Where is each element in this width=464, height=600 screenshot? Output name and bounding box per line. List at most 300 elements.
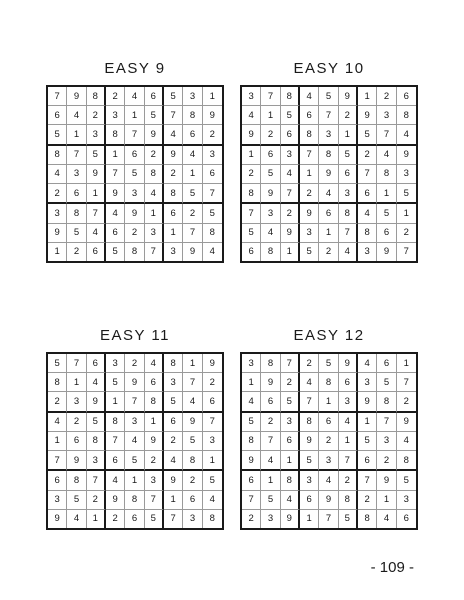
sudoku-cell: 3 xyxy=(281,146,300,165)
sudoku-cell: 3 xyxy=(300,224,319,243)
sudoku-cell: 4 xyxy=(242,392,261,412)
sudoku-cell: 3 xyxy=(339,392,358,412)
sudoku-cell: 9 xyxy=(87,392,106,412)
sudoku-cell: 3 xyxy=(87,125,106,145)
sudoku-cell: 9 xyxy=(183,243,202,261)
sudoku-cell: 7 xyxy=(281,184,300,204)
sudoku-cell: 4 xyxy=(183,392,202,412)
sudoku-cell: 2 xyxy=(242,510,261,528)
sudoku-cell: 3 xyxy=(164,243,183,261)
sudoku-cell: 9 xyxy=(125,373,144,392)
sudoku-cell: 5 xyxy=(67,491,86,510)
sudoku-cell: 4 xyxy=(106,204,125,223)
sudoku-cell: 1 xyxy=(339,432,358,451)
sudoku-cell: 5 xyxy=(261,491,280,510)
sudoku-cell: 3 xyxy=(397,165,416,184)
sudoku-cell: 7 xyxy=(48,451,67,471)
sudoku-grid xyxy=(46,352,224,530)
sudoku-cell: 7 xyxy=(281,354,300,373)
sudoku-cell: 5 xyxy=(125,165,144,184)
sudoku-cell: 4 xyxy=(377,510,396,528)
sudoku-cell: 5 xyxy=(145,510,164,528)
sudoku-cell: 6 xyxy=(339,373,358,392)
sudoku-cell: 1 xyxy=(125,471,144,490)
sudoku-cell: 4 xyxy=(261,224,280,243)
sudoku-cell: 8 xyxy=(125,243,144,261)
sudoku-cell: 3 xyxy=(261,204,280,223)
sudoku-cell: 8 xyxy=(164,184,183,204)
sudoku-cell: 7 xyxy=(339,224,358,243)
sudoku-cell: 3 xyxy=(183,87,202,106)
sudoku-cell: 1 xyxy=(87,510,106,528)
sudoku-cell: 2 xyxy=(281,373,300,392)
sudoku-cell: 9 xyxy=(242,125,261,145)
sudoku-cell: 5 xyxy=(377,204,396,223)
sudoku-cell: 2 xyxy=(48,184,67,204)
sudoku-cell: 2 xyxy=(300,354,319,373)
sudoku-cell: 5 xyxy=(106,373,125,392)
sudoku-cell: 3 xyxy=(397,491,416,510)
sudoku-cell: 8 xyxy=(67,471,86,490)
sudoku-cell: 5 xyxy=(319,87,338,106)
sudoku-cell: 9 xyxy=(261,184,280,204)
sudoku-cell: 3 xyxy=(48,491,67,510)
sudoku-cell: 6 xyxy=(358,451,377,471)
sudoku-cell: 1 xyxy=(203,87,222,106)
sudoku-cell: 8 xyxy=(87,87,106,106)
sudoku-cell: 1 xyxy=(183,165,202,184)
sudoku-cell: 5 xyxy=(281,106,300,125)
sudoku-cell: 9 xyxy=(106,491,125,510)
sudoku-cell: 9 xyxy=(125,204,144,223)
sudoku-cell: 1 xyxy=(300,165,319,184)
sudoku-cell: 8 xyxy=(48,146,67,165)
sudoku-cell: 6 xyxy=(87,354,106,373)
sudoku-cell: 5 xyxy=(261,165,280,184)
sudoku-cell: 2 xyxy=(164,165,183,184)
sudoku-cell: 4 xyxy=(397,125,416,145)
sudoku-cell: 8 xyxy=(145,165,164,184)
sudoku-cell: 5 xyxy=(242,413,261,432)
sudoku-cell: 5 xyxy=(145,106,164,125)
sudoku-cell: 5 xyxy=(87,146,106,165)
sudoku-cell: 1 xyxy=(48,243,67,261)
sudoku-cell: 3 xyxy=(106,106,125,125)
sudoku-cell: 2 xyxy=(358,491,377,510)
sudoku-cell: 5 xyxy=(48,354,67,373)
puzzle-title: EASY 11 xyxy=(100,327,170,344)
sudoku-cell: 2 xyxy=(106,510,125,528)
sudoku-cell: 5 xyxy=(87,413,106,432)
sudoku-cell: 4 xyxy=(377,146,396,165)
sudoku-cell: 2 xyxy=(261,413,280,432)
sudoku-cell: 1 xyxy=(397,204,416,223)
sudoku-cell: 1 xyxy=(319,392,338,412)
sudoku-cell: 4 xyxy=(358,204,377,223)
sudoku-cell: 1 xyxy=(87,184,106,204)
sudoku-cell: 8 xyxy=(261,354,280,373)
sudoku-cell: 7 xyxy=(203,413,222,432)
sudoku-cell: 5 xyxy=(339,510,358,528)
sudoku-cell: 6 xyxy=(164,413,183,432)
sudoku-puzzle xyxy=(46,326,224,530)
sudoku-cell: 2 xyxy=(48,392,67,412)
sudoku-cell: 8 xyxy=(281,471,300,490)
sudoku-cell: 6 xyxy=(403,513,409,525)
sudoku-cell: 8 xyxy=(106,125,125,145)
sudoku-cell: 6 xyxy=(67,432,86,451)
sudoku-cell: 6 xyxy=(183,491,202,510)
sudoku-cell: 3 xyxy=(358,373,377,392)
sudoku-cell: 6 xyxy=(339,165,358,184)
sudoku-cell: 6 xyxy=(242,471,261,490)
sudoku-cell: 5 xyxy=(319,354,338,373)
sudoku-cell: 9 xyxy=(300,204,319,223)
sudoku-cell: 4 xyxy=(164,451,183,471)
sudoku-cell: 1 xyxy=(67,125,86,145)
sudoku-cell: 3 xyxy=(106,354,125,373)
sudoku-cell: 1 xyxy=(183,354,202,373)
sudoku-cell: 9 xyxy=(319,165,338,184)
sudoku-cell: 6 xyxy=(87,243,106,261)
sudoku-cell: 2 xyxy=(87,491,106,510)
sudoku-cell: 8 xyxy=(261,243,280,261)
sudoku-cell: 5 xyxy=(203,471,222,490)
sudoku-cell: 7 xyxy=(125,125,144,145)
sudoku-cell: 7 xyxy=(203,184,222,204)
sudoku-cell: 5 xyxy=(358,125,377,145)
sudoku-cell: 7 xyxy=(242,204,261,223)
sudoku-cell: 7 xyxy=(377,125,396,145)
sudoku-cell: 4 xyxy=(300,373,319,392)
sudoku-cell: 9 xyxy=(377,471,396,490)
sudoku-cell: 4 xyxy=(339,413,358,432)
sudoku-cell: 8 xyxy=(48,373,67,392)
sudoku-cell: 8 xyxy=(339,204,358,223)
sudoku-cell: 6 xyxy=(203,392,222,412)
sudoku-cell: 7 xyxy=(358,471,377,490)
sudoku-cell: 2 xyxy=(377,451,396,471)
sudoku-cell: 4 xyxy=(145,354,164,373)
sudoku-cell: 2 xyxy=(358,146,377,165)
sudoku-cell: 4 xyxy=(87,373,106,392)
sudoku-cell: 7 xyxy=(358,165,377,184)
sudoku-cell: 9 xyxy=(358,392,377,412)
sudoku-cell: 8 xyxy=(145,392,164,412)
sudoku-cell: 8 xyxy=(164,354,183,373)
sudoku-cell: 9 xyxy=(397,413,416,432)
sudoku-cell: 8 xyxy=(203,224,222,243)
sudoku-cell: 8 xyxy=(125,491,144,510)
sudoku-cell: 6 xyxy=(125,510,144,528)
sudoku-cell: 5 xyxy=(300,243,319,261)
sudoku-cell: 8 xyxy=(358,510,377,528)
sudoku-cell: 8 xyxy=(281,87,300,106)
sudoku-cell: 8 xyxy=(319,373,338,392)
sudoku-cell: 2 xyxy=(261,125,280,145)
sudoku-cell: 6 xyxy=(67,184,86,204)
sudoku-cell: 6 xyxy=(125,146,144,165)
sudoku-cell: 9 xyxy=(67,87,86,106)
sudoku-cell: 9 xyxy=(281,224,300,243)
sudoku-cell: 8 xyxy=(87,432,106,451)
sudoku-cell: 2 xyxy=(145,451,164,471)
sudoku-cell: 8 xyxy=(209,513,215,525)
sudoku-cell: 7 xyxy=(403,246,409,258)
sudoku-cell: 3 xyxy=(67,165,86,184)
sudoku-cell: 5 xyxy=(67,224,86,243)
sudoku-cell: 6 xyxy=(261,146,280,165)
sudoku-cell: 6 xyxy=(242,243,261,261)
sudoku-cell: 3 xyxy=(183,510,202,528)
sudoku-cell: 1 xyxy=(145,413,164,432)
sudoku-cell: 7 xyxy=(183,373,202,392)
sudoku-cell: 9 xyxy=(48,224,67,243)
sudoku-cell: 1 xyxy=(203,451,222,471)
sudoku-cell: 4 xyxy=(209,246,215,258)
sudoku-cell: 7 xyxy=(319,106,338,125)
sudoku-cell: 6 xyxy=(145,373,164,392)
sudoku-cell: 6 xyxy=(48,471,67,490)
sudoku-cell: 5 xyxy=(164,392,183,412)
sudoku-cell: 9 xyxy=(106,184,125,204)
sudoku-cell: 8 xyxy=(300,413,319,432)
sudoku-cell: 7 xyxy=(261,432,280,451)
sudoku-cell: 3 xyxy=(145,224,164,243)
sudoku-cell: 5 xyxy=(300,451,319,471)
sudoku-cell: 8 xyxy=(319,146,338,165)
sudoku-cell: 7 xyxy=(145,243,164,261)
sudoku-cell: 4 xyxy=(87,224,106,243)
sudoku-cell: 5 xyxy=(281,392,300,412)
sudoku-cell: 2 xyxy=(164,432,183,451)
sudoku-cell: 3 xyxy=(377,432,396,451)
sudoku-cell: 6 xyxy=(300,491,319,510)
sudoku-cell: 4 xyxy=(319,184,338,204)
sudoku-cell: 9 xyxy=(164,471,183,490)
sudoku-cell: 1 xyxy=(281,243,300,261)
sudoku-cell: 5 xyxy=(397,184,416,204)
sudoku-cell: 2 xyxy=(339,106,358,125)
sudoku-cell: 4 xyxy=(48,165,67,184)
sudoku-cell: 7 xyxy=(106,165,125,184)
sudoku-cell: 9 xyxy=(164,146,183,165)
sudoku-cell: 3 xyxy=(67,392,86,412)
sudoku-cell: 6 xyxy=(397,87,416,106)
sudoku-cell: 5 xyxy=(377,373,396,392)
sudoku-cell: 7 xyxy=(67,146,86,165)
sudoku-cell: 7 xyxy=(183,224,202,243)
sudoku-cell: 7 xyxy=(125,392,144,412)
sudoku-cell: 7 xyxy=(145,491,164,510)
sudoku-cell: 5 xyxy=(183,432,202,451)
sudoku-cell: 5 xyxy=(339,146,358,165)
sudoku-cell: 1 xyxy=(358,87,377,106)
page-number: - 109 - xyxy=(370,559,414,576)
sudoku-cell: 1 xyxy=(67,373,86,392)
sudoku-puzzle xyxy=(240,326,418,530)
sudoku-cell: 7 xyxy=(300,146,319,165)
sudoku-cell: 5 xyxy=(397,471,416,490)
sudoku-cell: 2 xyxy=(145,146,164,165)
sudoku-cell: 2 xyxy=(203,373,222,392)
sudoku-cell: 7 xyxy=(339,451,358,471)
sudoku-cell: 4 xyxy=(67,510,86,528)
sudoku-cell: 3 xyxy=(87,451,106,471)
sudoku-cell: 2 xyxy=(319,432,338,451)
sudoku-cell: 7 xyxy=(87,471,106,490)
sudoku-cell: 6 xyxy=(281,125,300,145)
sudoku-cell: 2 xyxy=(106,87,125,106)
sudoku-cell: 4 xyxy=(106,471,125,490)
sudoku-cell: 2 xyxy=(281,204,300,223)
sudoku-cell: 7 xyxy=(67,354,86,373)
sudoku-cell: 8 xyxy=(397,451,416,471)
sudoku-cell: 3 xyxy=(203,432,222,451)
sudoku-cell: 9 xyxy=(339,354,358,373)
sudoku-cell: 3 xyxy=(125,184,144,204)
sudoku-cell: 4 xyxy=(300,87,319,106)
sudoku-cell: 8 xyxy=(183,451,202,471)
sudoku-cell: 6 xyxy=(281,432,300,451)
sudoku-cell: 4 xyxy=(261,451,280,471)
sudoku-cell: 1 xyxy=(377,491,396,510)
sudoku-cell: 3 xyxy=(125,413,144,432)
sudoku-cell: 4 xyxy=(183,146,202,165)
sudoku-cell: 1 xyxy=(106,146,125,165)
sudoku-cell: 1 xyxy=(377,184,396,204)
sudoku-cell: 9 xyxy=(145,125,164,145)
sudoku-cell: 8 xyxy=(242,432,261,451)
sudoku-cell: 9 xyxy=(397,146,416,165)
sudoku-cell: 2 xyxy=(203,125,222,145)
sudoku-cell: 9 xyxy=(242,451,261,471)
sudoku-cell: 3 xyxy=(319,451,338,471)
sudoku-cell: 7 xyxy=(319,510,338,528)
sudoku-cell: 8 xyxy=(377,165,396,184)
sudoku-cell: 5 xyxy=(358,432,377,451)
sudoku-cell: 3 xyxy=(203,146,222,165)
sudoku-cell: 2 xyxy=(125,224,144,243)
sudoku-cell: 5 xyxy=(242,224,261,243)
sudoku-cell: 3 xyxy=(339,184,358,204)
sudoku-cell: 6 xyxy=(319,413,338,432)
sudoku-puzzle xyxy=(46,59,224,263)
sudoku-cell: 6 xyxy=(183,125,202,145)
sudoku-cell: 6 xyxy=(377,354,396,373)
sudoku-cell: 9 xyxy=(281,510,300,528)
sudoku-cell: 5 xyxy=(106,243,125,261)
sudoku-cell: 4 xyxy=(242,106,261,125)
sudoku-cell: 7 xyxy=(164,106,183,125)
sudoku-cell: 8 xyxy=(242,184,261,204)
sudoku-cell: 2 xyxy=(125,354,144,373)
sudoku-cell: 5 xyxy=(125,451,144,471)
sudoku-cell: 9 xyxy=(87,165,106,184)
sudoku-cell: 5 xyxy=(164,87,183,106)
sudoku-cell: 8 xyxy=(106,413,125,432)
sudoku-cell: 1 xyxy=(397,354,416,373)
puzzle-title: EASY 9 xyxy=(104,60,166,77)
sudoku-cell: 4 xyxy=(145,184,164,204)
sudoku-cell: 2 xyxy=(397,224,416,243)
sudoku-cell: 6 xyxy=(48,106,67,125)
sudoku-cell: 8 xyxy=(358,224,377,243)
sudoku-cell: 7 xyxy=(48,87,67,106)
sudoku-cell: 4 xyxy=(319,471,338,490)
sudoku-cell: 4 xyxy=(67,106,86,125)
sudoku-cell: 7 xyxy=(397,373,416,392)
sudoku-cell: 2 xyxy=(397,392,416,412)
sudoku-cell: 9 xyxy=(261,373,280,392)
sudoku-cell: 7 xyxy=(87,204,106,223)
sudoku-cell: 1 xyxy=(125,106,144,125)
puzzle-title: EASY 10 xyxy=(293,60,365,77)
sudoku-cell: 1 xyxy=(106,392,125,412)
sudoku-cell: 8 xyxy=(339,491,358,510)
sudoku-cell: 8 xyxy=(377,392,396,412)
sudoku-cell: 9 xyxy=(203,354,222,373)
sudoku-cell: 8 xyxy=(67,204,86,223)
sudoku-cell: 6 xyxy=(377,224,396,243)
sudoku-cell: 3 xyxy=(242,354,261,373)
sudoku-cell: 1 xyxy=(319,224,338,243)
sudoku-cell: 6 xyxy=(164,204,183,223)
sudoku-cell: 2 xyxy=(183,204,202,223)
sudoku-cell: 1 xyxy=(281,451,300,471)
sudoku-cell: 6 xyxy=(358,184,377,204)
sudoku-cell: 2 xyxy=(319,243,338,261)
sudoku-cell: 3 xyxy=(300,471,319,490)
sudoku-cell: 4 xyxy=(48,413,67,432)
sudoku-cell: 3 xyxy=(242,87,261,106)
sudoku-cell: 4 xyxy=(125,87,144,106)
sudoku-cell: 4 xyxy=(203,491,222,510)
sudoku-cell: 9 xyxy=(145,432,164,451)
sudoku-cell: 7 xyxy=(164,510,183,528)
sudoku-cell: 7 xyxy=(242,491,261,510)
sudoku-cell: 3 xyxy=(48,204,67,223)
sudoku-cell: 3 xyxy=(145,471,164,490)
sudoku-cell: 6 xyxy=(319,204,338,223)
sudoku-cell: 2 xyxy=(67,413,86,432)
sudoku-cell: 8 xyxy=(183,106,202,125)
sudoku-cell: 9 xyxy=(319,491,338,510)
sudoku-cell: 3 xyxy=(164,373,183,392)
sudoku-cell: 3 xyxy=(281,413,300,432)
sudoku-cell: 9 xyxy=(48,510,67,528)
sudoku-cell: 8 xyxy=(300,125,319,145)
sudoku-cell: 4 xyxy=(281,165,300,184)
sudoku-cell: 6 xyxy=(145,87,164,106)
sudoku-cell: 9 xyxy=(339,87,358,106)
sudoku-cell: 7 xyxy=(261,87,280,106)
sudoku-cell: 6 xyxy=(261,392,280,412)
sudoku-cell: 3 xyxy=(377,106,396,125)
sudoku-cell: 1 xyxy=(164,491,183,510)
sudoku-cell: 1 xyxy=(242,146,261,165)
sudoku-cell: 9 xyxy=(183,413,202,432)
sudoku-cell: 2 xyxy=(339,471,358,490)
sudoku-cell: 7 xyxy=(377,413,396,432)
sudoku-cell: 2 xyxy=(87,106,106,125)
sudoku-cell: 4 xyxy=(339,243,358,261)
sudoku-cell: 6 xyxy=(300,106,319,125)
sudoku-cell: 9 xyxy=(300,432,319,451)
sudoku-cell: 9 xyxy=(203,106,222,125)
sudoku-cell: 9 xyxy=(358,106,377,125)
sudoku-cell: 4 xyxy=(397,432,416,451)
